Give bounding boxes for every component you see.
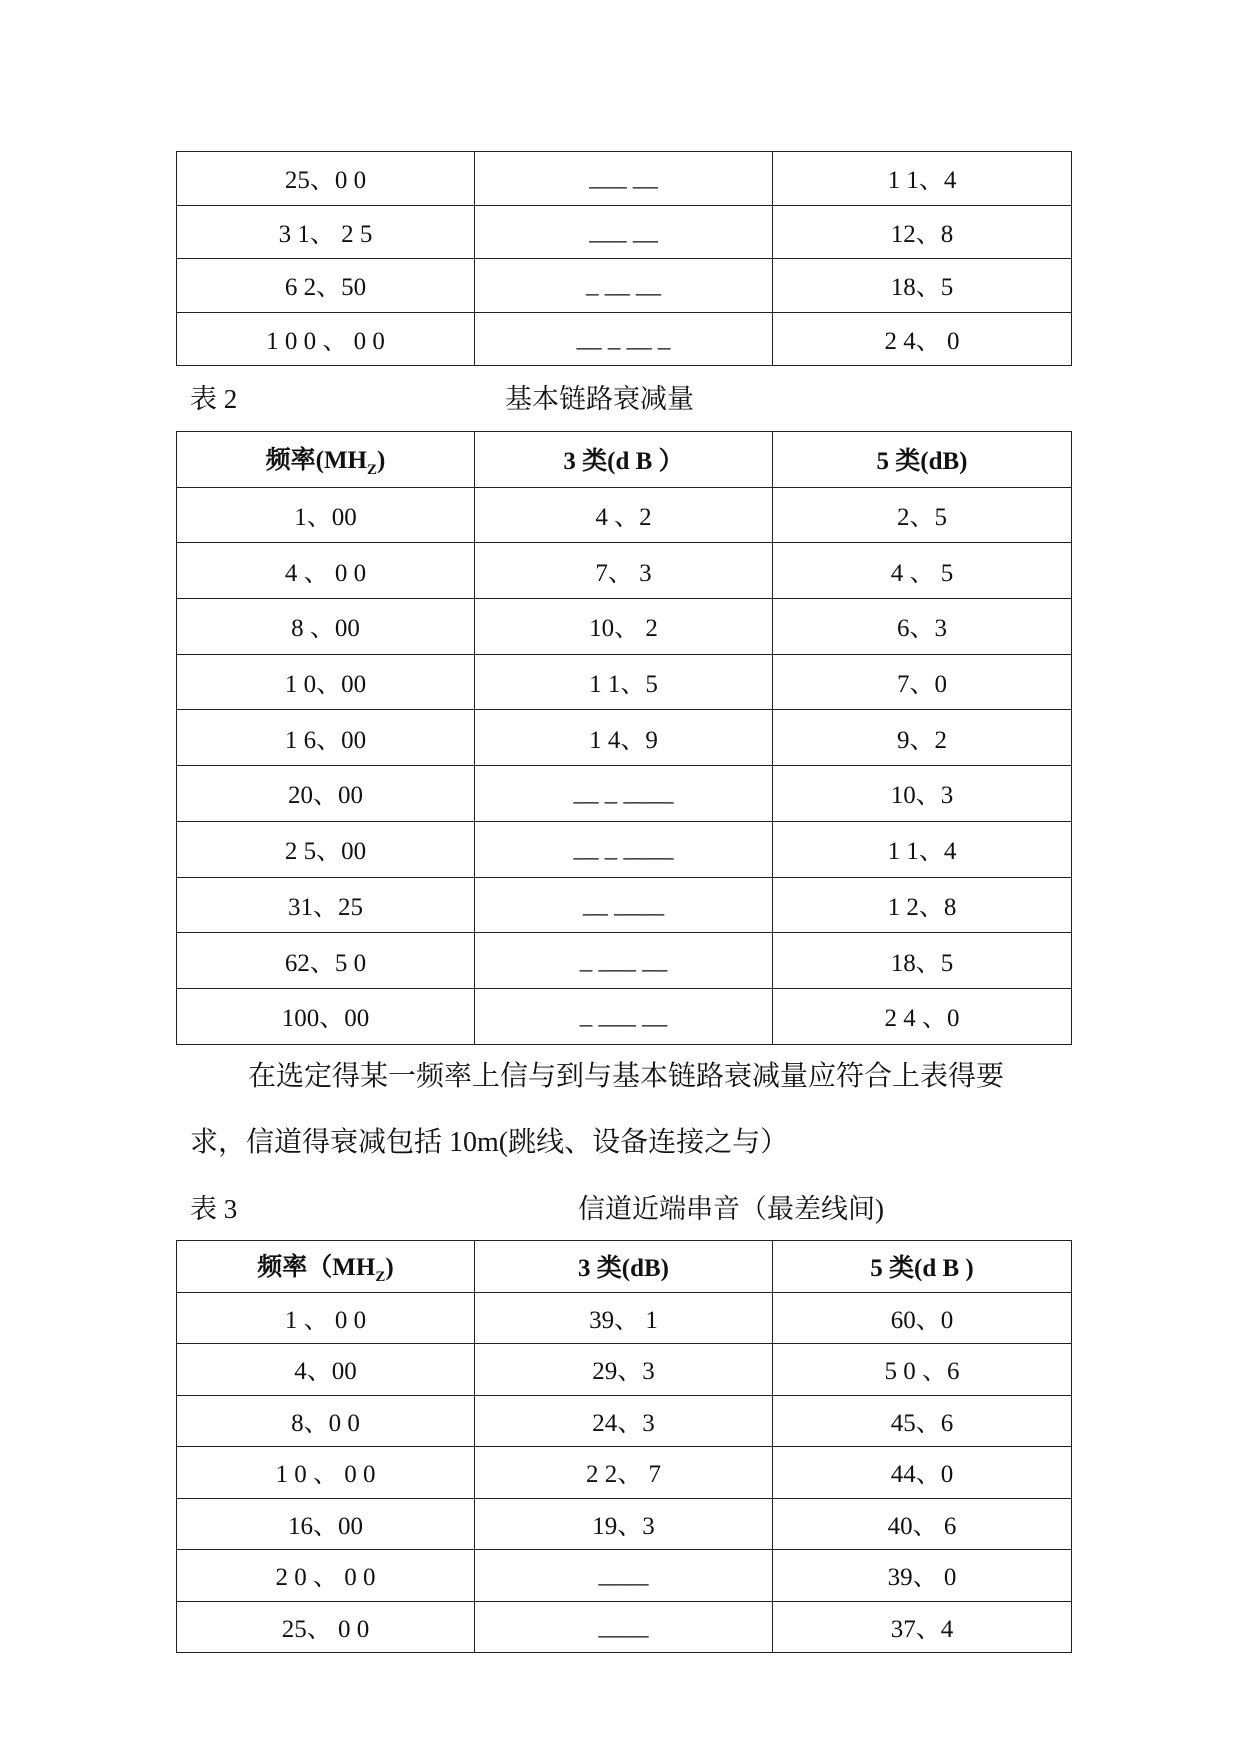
frequency-cell: 1 0、00 <box>177 654 475 710</box>
cat5-cell: 1 1、4 <box>773 152 1072 206</box>
frequency-cell: 8 、00 <box>177 599 475 655</box>
cat3-cell: 4 、2 <box>475 487 773 543</box>
table-row <box>177 877 1072 933</box>
table-row <box>177 312 1072 366</box>
cat3-cell: _ ___ __ <box>475 933 773 989</box>
cat5-cell: 40、 6 <box>773 1498 1072 1550</box>
table-row <box>177 654 1072 710</box>
cat5-cell: 1 2、8 <box>773 877 1072 933</box>
cat3-cell: 1 1、5 <box>475 654 773 710</box>
cat3-cell: __ _ ____ <box>475 766 773 822</box>
cat3-cell: 24、3 <box>475 1395 773 1447</box>
table-header-row <box>177 432 1072 488</box>
frequency-cell: 4 、 0 0 <box>177 543 475 599</box>
frequency-cell: 1 、 0 0 <box>177 1292 475 1344</box>
frequency-cell: 3 1、 2 5 <box>177 205 475 259</box>
cat5-header: 5 类(d B ) <box>773 1241 1072 1293</box>
cat3-cell: 29、3 <box>475 1344 773 1396</box>
table-row <box>177 1447 1072 1499</box>
cat3-header: 3 类(dB) <box>475 1241 773 1293</box>
cat3-cell: 19、3 <box>475 1498 773 1550</box>
body-paragraph-line-2: 求，信道得衰减包括 10m(跳线、设备连接之与） <box>190 1127 789 1158</box>
frequency-cell: 62、5 0 <box>177 933 475 989</box>
frequency-cell: 25、0 0 <box>177 152 475 206</box>
body-paragraph-line-1: 在选定得某一频率上信与到与基本链路衰减量应符合上表得要 <box>248 1061 1005 1092</box>
cat5-cell: 1 1、4 <box>773 821 1072 877</box>
frequency-cell: 1 6、00 <box>177 710 475 766</box>
table-row <box>177 259 1072 313</box>
table3-title: 信道近端串音（最差线间) <box>578 1194 884 1224</box>
cat5-cell: 9、2 <box>773 710 1072 766</box>
cat5-cell: 2 4、 0 <box>773 312 1072 366</box>
cat3-cell: _ __ __ <box>475 259 773 313</box>
frequency-cell: 16、00 <box>177 1498 475 1550</box>
cat5-cell: 10、3 <box>773 766 1072 822</box>
cat3-cell: __ _ __ _ <box>475 312 773 366</box>
cat3-cell: ___ __ <box>475 205 773 259</box>
table-row <box>177 599 1072 655</box>
cat5-cell: 60、0 <box>773 1292 1072 1344</box>
frequency-header: 频率$(MH_Z)$ <box>177 432 475 488</box>
cat3-cell: 10、 2 <box>475 599 773 655</box>
frequency-cell: 6 2、50 <box>177 259 475 313</box>
cat3-cell: 7、 3 <box>475 543 773 599</box>
cat5-cell: 5 0 、6 <box>773 1344 1072 1396</box>
frequency-cell: 100、00 <box>177 988 475 1044</box>
table-row <box>177 487 1072 543</box>
frequency-cell: 20、00 <box>177 766 475 822</box>
table2-label: 表 2 <box>190 384 238 414</box>
frequency-cell: 2 0 、 0 0 <box>177 1550 475 1602</box>
table-row <box>177 1344 1072 1396</box>
cat5-cell: 4 、 5 <box>773 543 1072 599</box>
frequency-cell: 8、0 0 <box>177 1395 475 1447</box>
table-row <box>177 1550 1072 1602</box>
cat3-header: 3 类(d B ） <box>475 432 773 488</box>
table-row <box>177 543 1072 599</box>
cat3-cell: _ ___ __ <box>475 988 773 1044</box>
cat5-cell: 12、8 <box>773 205 1072 259</box>
table-row <box>177 933 1072 989</box>
cat3-cell: 1 4、9 <box>475 710 773 766</box>
cat5-cell: 37、4 <box>773 1601 1072 1653</box>
cat3-cell: ____ <box>475 1550 773 1602</box>
frequency-cell: 1 0 0 、 0 0 <box>177 312 475 366</box>
frequency-cell: 4、00 <box>177 1344 475 1396</box>
table-header-row <box>177 1241 1072 1293</box>
table-row <box>177 710 1072 766</box>
table-row <box>177 1292 1072 1344</box>
cat3-cell: __ _ ____ <box>475 821 773 877</box>
frequency-cell: 1、00 <box>177 487 475 543</box>
cat5-cell: 7、0 <box>773 654 1072 710</box>
table-row <box>177 1395 1072 1447</box>
table-row <box>177 205 1072 259</box>
frequency-cell: 25、 0 0 <box>177 1601 475 1653</box>
cat5-cell: 2 4 、0 <box>773 988 1072 1044</box>
cat5-cell: 45、6 <box>773 1395 1072 1447</box>
cat3-cell: __ ____ <box>475 877 773 933</box>
attenuation-table-continued <box>176 151 1072 366</box>
cat5-cell: 44、0 <box>773 1447 1072 1499</box>
table-row <box>177 766 1072 822</box>
cat5-cell: 18、5 <box>773 933 1072 989</box>
cat3-cell: 39、 1 <box>475 1292 773 1344</box>
table-row <box>177 1601 1072 1653</box>
cat5-cell: 18、5 <box>773 259 1072 313</box>
frequency-cell: 1 0 、 0 0 <box>177 1447 475 1499</box>
cat3-cell: 2 2、 7 <box>475 1447 773 1499</box>
cat5-cell: 2、5 <box>773 487 1072 543</box>
channel-next-table <box>176 1240 1072 1653</box>
table3-label: 表 3 <box>190 1194 238 1224</box>
frequency-header: 频率$(MH_Z)$ <box>177 1241 475 1293</box>
table2-title: 基本链路衰减量 <box>505 384 694 414</box>
cat3-cell: ____ <box>475 1601 773 1653</box>
table-row <box>177 1498 1072 1550</box>
table-row <box>177 988 1072 1044</box>
cat5-cell: 6、3 <box>773 599 1072 655</box>
frequency-cell: 2 5、00 <box>177 821 475 877</box>
cat5-header: 5 类(dB) <box>773 432 1072 488</box>
table-row <box>177 152 1072 206</box>
cat3-cell: ___ __ <box>475 152 773 206</box>
table-row <box>177 821 1072 877</box>
cat5-cell: 39、 0 <box>773 1550 1072 1602</box>
basic-link-attenuation-table <box>176 431 1072 1045</box>
frequency-cell: 31、25 <box>177 877 475 933</box>
